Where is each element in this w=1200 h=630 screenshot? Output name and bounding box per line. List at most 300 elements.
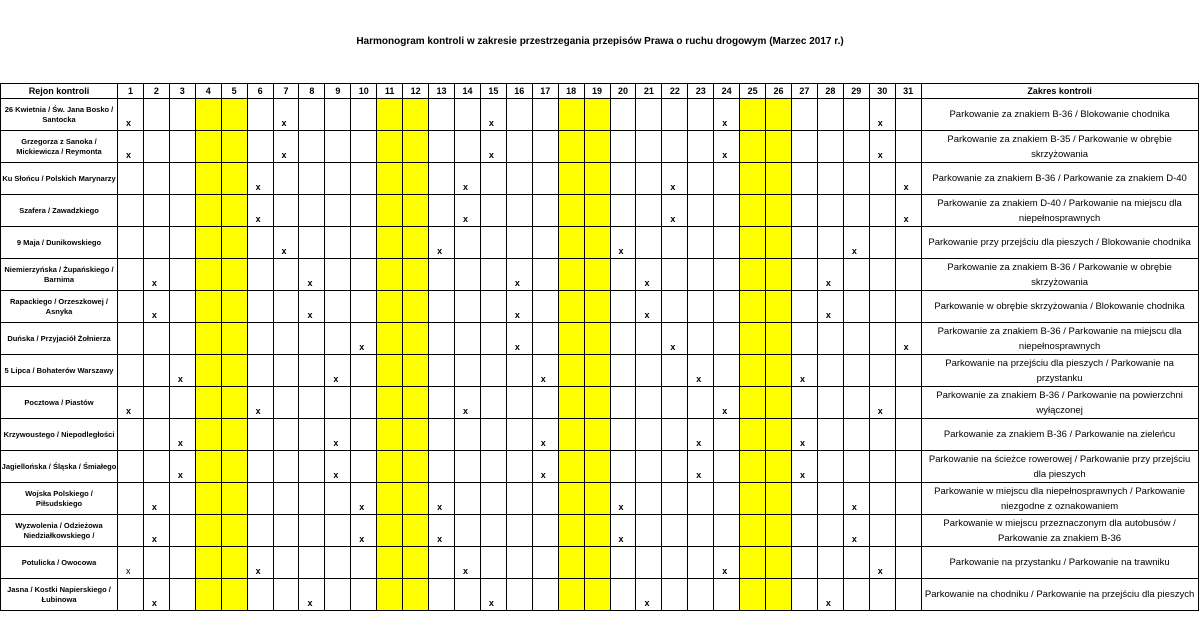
day-cell [843, 451, 869, 483]
day-cell [636, 355, 662, 387]
day-cell [221, 195, 247, 227]
day-cell [869, 483, 895, 515]
day-cell [662, 483, 688, 515]
day-cell [636, 515, 662, 547]
day-cell [143, 451, 169, 483]
day-cell [584, 483, 610, 515]
day-cell [377, 355, 403, 387]
check-mark: x [126, 150, 132, 160]
day-cell [143, 579, 169, 611]
day-cell [817, 323, 843, 355]
table-row [1, 195, 1199, 227]
day-cell [377, 323, 403, 355]
day-cell [351, 387, 377, 419]
day-cell [299, 259, 325, 291]
day-cell [506, 259, 532, 291]
day-cell [662, 227, 688, 259]
day-cell [118, 291, 144, 323]
day-cell [169, 291, 195, 323]
day-cell [843, 259, 869, 291]
day-cell [403, 259, 429, 291]
check-mark: x [514, 278, 520, 288]
day-cell [558, 547, 584, 579]
day-cell [558, 451, 584, 483]
day-cell [273, 483, 299, 515]
header-day-5: 5 [221, 84, 247, 99]
day-cell [506, 547, 532, 579]
day-cell [299, 355, 325, 387]
region-cell: Niemierzyńska / Żupańskiego / Barnima [1, 259, 118, 291]
day-cell [740, 259, 766, 291]
document-title: Harmonogram kontroli w zakresie przestrzegania przepisów Prawa o ruchu drogowym (Marzec 2017 r.) [356, 36, 844, 47]
day-cell [247, 195, 273, 227]
check-mark: x [696, 374, 702, 384]
day-cell [558, 483, 584, 515]
day-cell [429, 515, 455, 547]
day-cell [351, 451, 377, 483]
region-cell: Wojska Polskiego / Piłsudskiego [1, 483, 118, 515]
day-cell [869, 227, 895, 259]
day-cell [143, 547, 169, 579]
day-cell [714, 163, 740, 195]
day-cell [636, 579, 662, 611]
day-cell [143, 419, 169, 451]
day-cell [325, 227, 351, 259]
day-cell [169, 227, 195, 259]
day-cell [454, 387, 480, 419]
day-cell [506, 291, 532, 323]
day-cell [843, 99, 869, 131]
day-cell [169, 323, 195, 355]
day-cell [247, 291, 273, 323]
day-cell [584, 515, 610, 547]
check-mark: x [540, 438, 546, 448]
day-cell [532, 483, 558, 515]
check-mark: x [359, 502, 365, 512]
check-mark: x [877, 150, 883, 160]
check-mark: x [825, 310, 831, 320]
check-mark: x [696, 438, 702, 448]
day-cell [118, 163, 144, 195]
day-cell [610, 579, 636, 611]
day-cell [636, 227, 662, 259]
day-cell [791, 195, 817, 227]
day-cell [403, 419, 429, 451]
header-day-24: 24 [714, 84, 740, 99]
day-cell [403, 355, 429, 387]
day-cell [740, 99, 766, 131]
day-cell [584, 163, 610, 195]
header-scope: Zakres kontroli [921, 84, 1198, 99]
day-cell [351, 259, 377, 291]
day-cell [584, 227, 610, 259]
day-cell [506, 323, 532, 355]
scope-cell: Parkowanie za znakiem B-35 / Parkowanie w obrębie skrzyżowania [921, 131, 1198, 163]
day-cell [636, 387, 662, 419]
day-cell [351, 515, 377, 547]
day-cell [143, 355, 169, 387]
day-cell [688, 355, 714, 387]
day-cell [454, 355, 480, 387]
table-row [1, 451, 1199, 483]
day-cell [895, 131, 921, 163]
day-cell [118, 227, 144, 259]
day-cell [118, 483, 144, 515]
region-cell: 5 Lipca / Bohaterów Warszawy [1, 355, 118, 387]
day-cell [688, 227, 714, 259]
scope-cell: Parkowanie za znakiem B-36 / Parkowanie za znakiem D-40 [921, 163, 1198, 195]
header-day-8: 8 [299, 84, 325, 99]
day-cell [454, 163, 480, 195]
day-cell [636, 291, 662, 323]
scope-cell: Parkowanie za znakiem B-36 / Parkowanie na miejscu dla niepełnosprawnych [921, 323, 1198, 355]
day-cell [454, 515, 480, 547]
day-cell [817, 579, 843, 611]
day-cell [195, 419, 221, 451]
day-cell [636, 547, 662, 579]
day-cell [766, 323, 792, 355]
check-mark: x [722, 406, 728, 416]
table-row [1, 259, 1199, 291]
day-cell [869, 99, 895, 131]
day-cell [636, 451, 662, 483]
day-cell [714, 259, 740, 291]
check-mark: x [151, 310, 157, 320]
day-cell [403, 227, 429, 259]
day-cell [532, 515, 558, 547]
day-cell [377, 195, 403, 227]
day-cell [247, 579, 273, 611]
day-cell [869, 291, 895, 323]
check-mark: x [877, 566, 883, 576]
check-mark: x [851, 502, 857, 512]
day-cell [195, 483, 221, 515]
day-cell [377, 451, 403, 483]
day-cell [532, 131, 558, 163]
day-cell [714, 195, 740, 227]
region-cell: Krzywoustego / Niepodległości [1, 419, 118, 451]
day-cell [662, 131, 688, 163]
region-cell: Ku Słońcu / Polskich Marynarzy [1, 163, 118, 195]
table-row [1, 483, 1199, 515]
header-day-1: 1 [118, 84, 144, 99]
day-cell [791, 163, 817, 195]
day-cell [377, 259, 403, 291]
check-mark: x [877, 406, 883, 416]
day-cell [403, 483, 429, 515]
day-cell [143, 323, 169, 355]
day-cell [169, 515, 195, 547]
scope-cell: Parkowanie za znakiem B-36 / Parkowanie na powierzchni wyłączonej [921, 387, 1198, 419]
day-cell [662, 163, 688, 195]
day-cell [403, 323, 429, 355]
day-cell [532, 323, 558, 355]
day-cell [558, 195, 584, 227]
day-cell [584, 387, 610, 419]
check-mark: x [151, 502, 157, 512]
day-cell [506, 515, 532, 547]
day-cell [377, 483, 403, 515]
day-cell [143, 99, 169, 131]
day-cell [377, 515, 403, 547]
header-day-11: 11 [377, 84, 403, 99]
day-cell [869, 195, 895, 227]
day-cell [169, 163, 195, 195]
day-cell [636, 323, 662, 355]
check-mark: x [307, 598, 313, 608]
day-cell [221, 451, 247, 483]
check-mark: x [462, 214, 468, 224]
day-cell [273, 355, 299, 387]
day-cell [403, 195, 429, 227]
day-cell [584, 99, 610, 131]
day-cell [843, 355, 869, 387]
day-cell [532, 227, 558, 259]
check-mark: x [255, 406, 261, 416]
day-cell [377, 579, 403, 611]
day-cell [118, 195, 144, 227]
header-day-3: 3 [169, 84, 195, 99]
check-mark: x [618, 246, 624, 256]
day-cell [895, 547, 921, 579]
day-cell [688, 323, 714, 355]
day-cell [221, 547, 247, 579]
day-cell [429, 291, 455, 323]
day-cell [817, 387, 843, 419]
day-cell [688, 195, 714, 227]
day-cell [714, 99, 740, 131]
day-cell [662, 515, 688, 547]
day-cell [506, 227, 532, 259]
day-cell [377, 387, 403, 419]
day-cell [325, 579, 351, 611]
day-cell [843, 195, 869, 227]
check-mark: x [488, 150, 494, 160]
day-cell [714, 131, 740, 163]
day-cell [247, 99, 273, 131]
header-day-6: 6 [247, 84, 273, 99]
header-day-17: 17 [532, 84, 558, 99]
day-cell [247, 323, 273, 355]
day-cell [688, 387, 714, 419]
header-row [1, 84, 1199, 99]
scope-cell: Parkowanie w obrębie skrzyżowania / Blokowanie chodnika [921, 291, 1198, 323]
day-cell [636, 99, 662, 131]
check-mark: x [333, 374, 339, 384]
day-cell [299, 227, 325, 259]
day-cell [843, 163, 869, 195]
day-cell [584, 579, 610, 611]
check-mark: x [437, 246, 443, 256]
day-cell [817, 419, 843, 451]
day-cell [636, 163, 662, 195]
day-cell [740, 515, 766, 547]
day-cell [791, 387, 817, 419]
day-cell [195, 451, 221, 483]
day-cell [247, 131, 273, 163]
day-cell [454, 547, 480, 579]
day-cell [714, 387, 740, 419]
day-cell [143, 163, 169, 195]
day-cell [351, 291, 377, 323]
day-cell [869, 355, 895, 387]
check-mark: x [437, 534, 443, 544]
day-cell [869, 163, 895, 195]
day-cell [195, 323, 221, 355]
day-cell [221, 131, 247, 163]
day-cell [118, 259, 144, 291]
day-cell [869, 579, 895, 611]
day-cell [688, 259, 714, 291]
table-row [1, 387, 1199, 419]
day-cell [817, 131, 843, 163]
day-cell [532, 99, 558, 131]
day-cell [169, 451, 195, 483]
header-day-12: 12 [403, 84, 429, 99]
day-cell [247, 483, 273, 515]
day-cell [480, 483, 506, 515]
day-cell [817, 195, 843, 227]
day-cell [714, 323, 740, 355]
day-cell [454, 451, 480, 483]
day-cell [429, 99, 455, 131]
day-cell [169, 99, 195, 131]
day-cell [688, 483, 714, 515]
day-cell [817, 547, 843, 579]
day-cell [843, 419, 869, 451]
day-cell [480, 355, 506, 387]
day-cell [221, 387, 247, 419]
day-cell [558, 387, 584, 419]
day-cell [791, 131, 817, 163]
header-day-25: 25 [740, 84, 766, 99]
day-cell [610, 419, 636, 451]
day-cell [817, 355, 843, 387]
day-cell [273, 547, 299, 579]
header-day-28: 28 [817, 84, 843, 99]
day-cell [584, 419, 610, 451]
day-cell [636, 419, 662, 451]
day-cell [247, 419, 273, 451]
day-cell [791, 515, 817, 547]
day-cell [791, 483, 817, 515]
day-cell [714, 355, 740, 387]
day-cell [532, 419, 558, 451]
check-mark: x [670, 182, 676, 192]
day-cell [817, 515, 843, 547]
day-cell [740, 547, 766, 579]
table-row [1, 291, 1199, 323]
day-cell [247, 355, 273, 387]
day-cell [273, 259, 299, 291]
day-cell [299, 483, 325, 515]
check-mark: x [462, 406, 468, 416]
day-cell [714, 515, 740, 547]
day-cell [610, 291, 636, 323]
day-cell [273, 579, 299, 611]
day-cell [558, 515, 584, 547]
region-cell: Grzegorza z Sanoka / Mickiewicza / Reymonta [1, 131, 118, 163]
region-cell: 26 Kwietnia / Św. Jana Bosko / Santocka [1, 99, 118, 131]
day-cell [766, 163, 792, 195]
day-cell [118, 547, 144, 579]
header-day-16: 16 [506, 84, 532, 99]
day-cell [558, 355, 584, 387]
day-cell [791, 99, 817, 131]
day-cell [766, 195, 792, 227]
check-mark: x [255, 214, 261, 224]
day-cell [817, 163, 843, 195]
header-day-31: 31 [895, 84, 921, 99]
day-cell [817, 451, 843, 483]
check-mark: x [514, 342, 520, 352]
day-cell [869, 259, 895, 291]
day-cell [558, 419, 584, 451]
day-cell [299, 163, 325, 195]
header-region: Rejon kontroli [1, 84, 118, 99]
day-cell [714, 483, 740, 515]
check-mark: x [644, 598, 650, 608]
day-cell [740, 579, 766, 611]
day-cell [791, 291, 817, 323]
day-cell [299, 579, 325, 611]
day-cell [247, 515, 273, 547]
check-mark: x [851, 534, 857, 544]
day-cell [506, 355, 532, 387]
day-cell [662, 355, 688, 387]
header-day-18: 18 [558, 84, 584, 99]
day-cell [377, 99, 403, 131]
day-cell [895, 579, 921, 611]
day-cell [869, 515, 895, 547]
day-cell [299, 195, 325, 227]
day-cell [610, 131, 636, 163]
day-cell [843, 579, 869, 611]
scope-cell: Parkowanie w miejscu przeznaczonym dla autobusów / Parkowanie za znakiem B-36 [921, 515, 1198, 547]
check-mark: x [644, 278, 650, 288]
day-cell [740, 451, 766, 483]
day-cell [636, 483, 662, 515]
day-cell [377, 227, 403, 259]
day-cell [299, 131, 325, 163]
day-cell [791, 227, 817, 259]
table-row [1, 99, 1199, 131]
day-cell [299, 99, 325, 131]
day-cell [480, 291, 506, 323]
day-cell [740, 227, 766, 259]
day-cell [610, 547, 636, 579]
day-cell [377, 131, 403, 163]
header-day-14: 14 [454, 84, 480, 99]
day-cell [273, 291, 299, 323]
day-cell [429, 387, 455, 419]
day-cell [480, 227, 506, 259]
day-cell [584, 323, 610, 355]
day-cell [558, 227, 584, 259]
day-cell [532, 387, 558, 419]
day-cell [688, 579, 714, 611]
day-cell [325, 131, 351, 163]
day-cell [118, 419, 144, 451]
day-cell [558, 259, 584, 291]
day-cell [169, 259, 195, 291]
day-cell [480, 131, 506, 163]
day-cell [506, 163, 532, 195]
day-cell [273, 227, 299, 259]
day-cell [584, 355, 610, 387]
check-mark: x [281, 150, 287, 160]
check-mark: x [670, 342, 676, 352]
